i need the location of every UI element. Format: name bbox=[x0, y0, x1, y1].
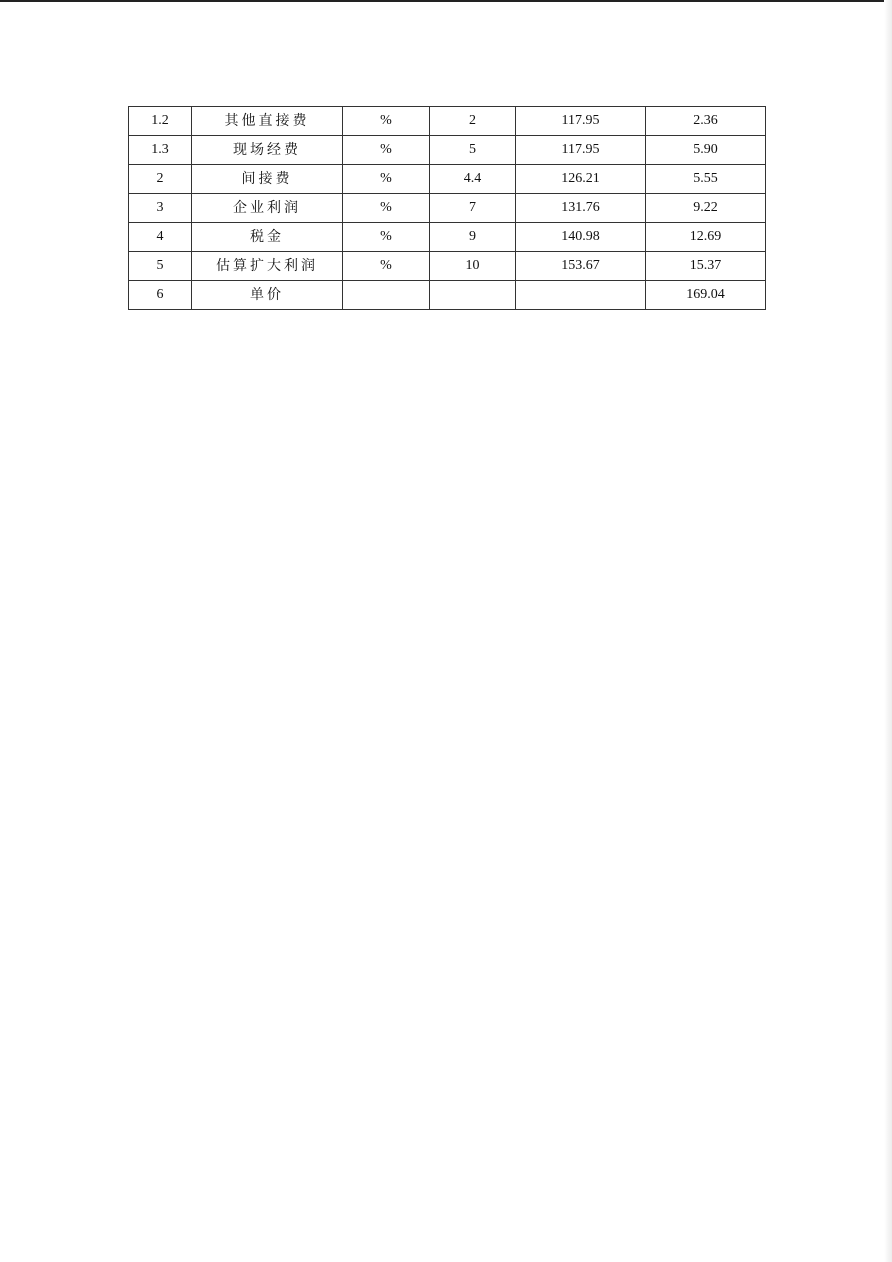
item-name: 单价 bbox=[192, 281, 343, 310]
item-unit: % bbox=[343, 223, 430, 252]
row-number: 5 bbox=[129, 252, 192, 281]
item-amount: 5.90 bbox=[646, 136, 766, 165]
item-name: 其他直接费 bbox=[192, 107, 343, 136]
item-name: 企业利润 bbox=[192, 194, 343, 223]
row-number: 1.2 bbox=[129, 107, 192, 136]
row-number: 1.3 bbox=[129, 136, 192, 165]
item-amount: 2.36 bbox=[646, 107, 766, 136]
item-rate: 10 bbox=[430, 252, 516, 281]
item-rate: 7 bbox=[430, 194, 516, 223]
item-amount: 15.37 bbox=[646, 252, 766, 281]
table-row bbox=[129, 107, 766, 136]
item-unit bbox=[343, 281, 430, 310]
table-row bbox=[129, 136, 766, 165]
table-row bbox=[129, 252, 766, 281]
item-unit: % bbox=[343, 107, 430, 136]
item-amount: 169.04 bbox=[646, 281, 766, 310]
item-unit: % bbox=[343, 252, 430, 281]
page-top-border bbox=[0, 0, 892, 2]
row-number: 4 bbox=[129, 223, 192, 252]
item-base: 153.67 bbox=[516, 252, 646, 281]
item-name: 税金 bbox=[192, 223, 343, 252]
item-name: 现场经费 bbox=[192, 136, 343, 165]
table-row bbox=[129, 194, 766, 223]
item-rate: 4.4 bbox=[430, 165, 516, 194]
table-row bbox=[129, 165, 766, 194]
row-number: 6 bbox=[129, 281, 192, 310]
item-rate: 9 bbox=[430, 223, 516, 252]
item-base bbox=[516, 281, 646, 310]
row-number: 3 bbox=[129, 194, 192, 223]
item-unit: % bbox=[343, 165, 430, 194]
item-rate bbox=[430, 281, 516, 310]
item-base: 140.98 bbox=[516, 223, 646, 252]
item-unit: % bbox=[343, 136, 430, 165]
item-base: 131.76 bbox=[516, 194, 646, 223]
item-name: 间接费 bbox=[192, 165, 343, 194]
item-amount: 12.69 bbox=[646, 223, 766, 252]
item-rate: 2 bbox=[430, 107, 516, 136]
item-name: 估算扩大利润 bbox=[192, 252, 343, 281]
item-amount: 9.22 bbox=[646, 194, 766, 223]
item-amount: 5.55 bbox=[646, 165, 766, 194]
item-rate: 5 bbox=[430, 136, 516, 165]
item-unit: % bbox=[343, 194, 430, 223]
cost-estimate-table bbox=[128, 106, 766, 310]
item-base: 117.95 bbox=[516, 107, 646, 136]
item-base: 126.21 bbox=[516, 165, 646, 194]
page-edge-shadow bbox=[884, 0, 892, 1262]
row-number: 2 bbox=[129, 165, 192, 194]
item-base: 117.95 bbox=[516, 136, 646, 165]
table-row bbox=[129, 223, 766, 252]
table-row bbox=[129, 281, 766, 310]
